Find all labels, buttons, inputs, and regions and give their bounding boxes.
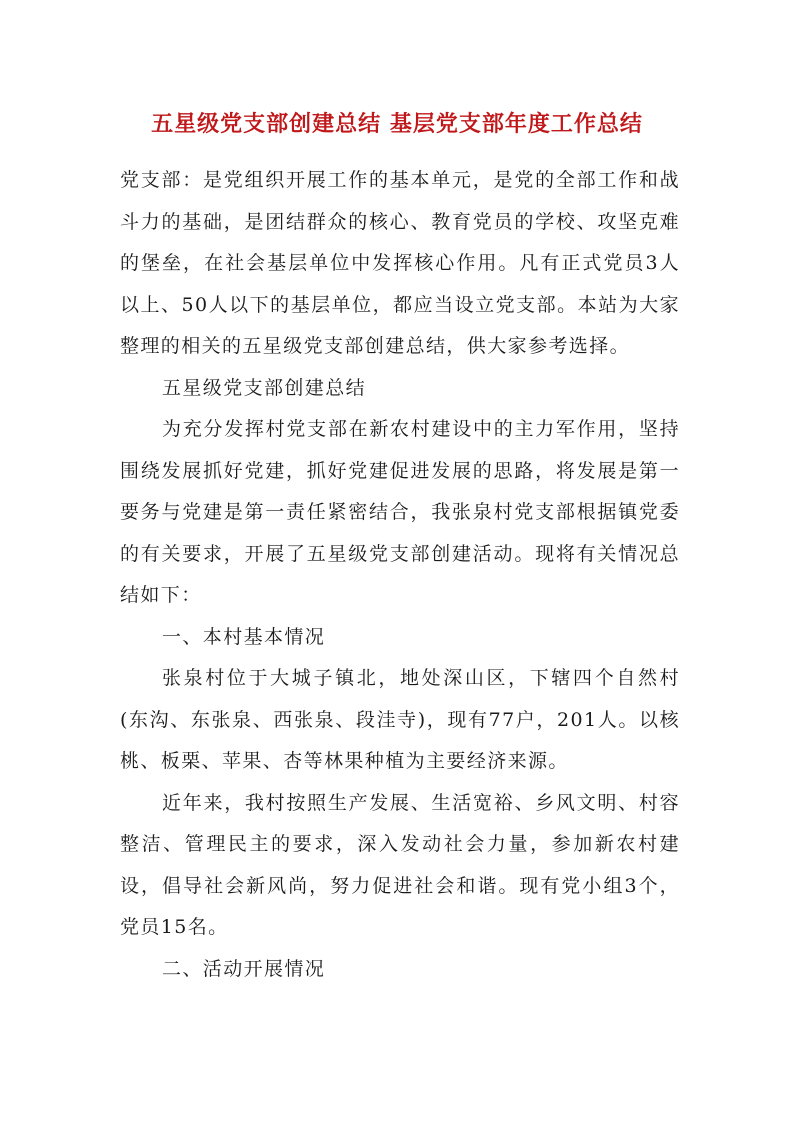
section-heading-activities: 二、活动开展情况 — [162, 957, 326, 980]
section-heading-summary: 五星级党支部创建总结 — [162, 376, 367, 399]
intro-paragraph: 党支部：是党组织开展工作的基本单元，是党的全部工作和战斗力的基础，是团结群众的核心、教育党员的学校、攻坚克难的堡垒，在社会基层单位中发挥核心作用。凡有正式党员3人以上、50人以下的基层单位，都应当设立党支部。本站为大家整理的相关的五星级党支部创建总结，供大家参考选择。 — [120, 169, 680, 357]
body-paragraph: 张泉村位于大城子镇北，地处深山区，下辖四个自然村(东沟、东张泉、西张泉、段洼寺)，现有77户，201人。以核桃、板栗、苹果、杏等林果种植为主要经济来源。 — [120, 667, 680, 772]
section-heading-basic-info: 一、本村基本情况 — [162, 625, 326, 648]
body-paragraph: 近年来，我村按照生产发展、生活宽裕、乡风文明、村容整洁、管理民主的要求，深入发动社会力量，参加新农村建设，倡导社会新风尚，努力促进社会和谐。现有党小组3个，党员15名。 — [120, 791, 680, 938]
document-title: 五星级党支部创建总结 基层党支部年度工作总结 — [151, 111, 643, 137]
body-paragraph: 为充分发挥村党支部在新农村建设中的主力军作用，坚持围绕发展抓好党建，抓好党建促进发展的思路，将发展是第一要务与党建是第一责任紧密结合，我张泉村党支部根据镇党委的有关要求，开展了五星级党支部创建活动。现将有关情况总结如下： — [120, 418, 680, 606]
document-body — [120, 160, 680, 990]
